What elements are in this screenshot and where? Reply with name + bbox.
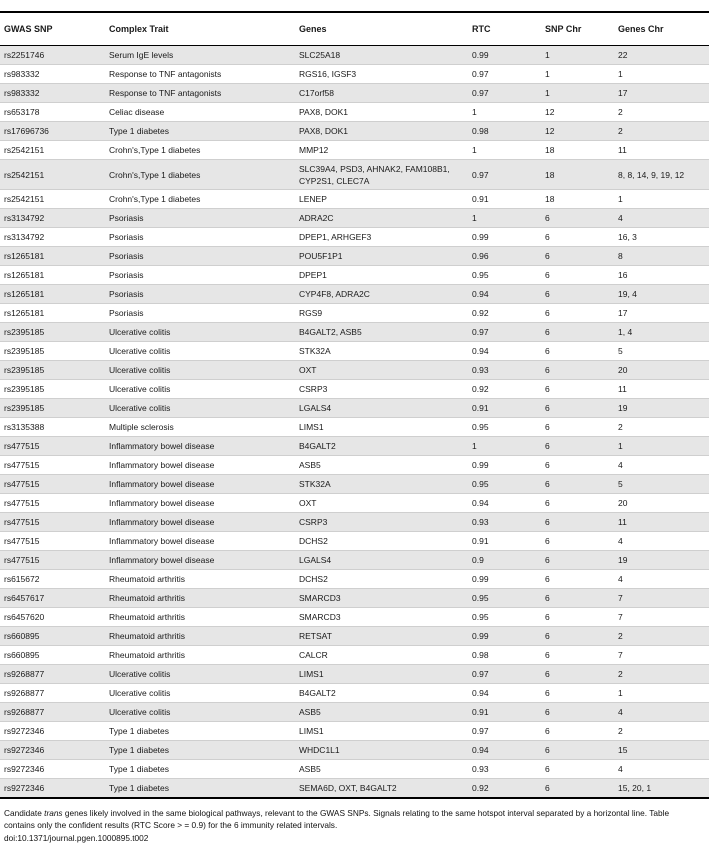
table-cell: rs3134792 [0,228,105,247]
table-cell: 16, 3 [614,228,709,247]
caption-text-end: genes likely involved in the same biological pathways, relevant to the GWAS SNPs. Signals relating to the same hotspot interval separated by a horizontal line. Table contains only the confident results (RTC Score > = 0.9) for the 6 immunity related intervals. [4,808,670,830]
table-row [0,399,709,418]
table-cell: CSRP3 [295,380,468,399]
table-cell: 0.94 [468,741,541,760]
table-row [0,285,709,304]
table-cell: 4 [614,532,709,551]
table-cell: 1 [468,437,541,456]
table-cell: 1, 4 [614,323,709,342]
table-cell: Rheumatoid arthritis [105,627,295,646]
table-cell: 1 [468,141,541,160]
table-cell: MMP12 [295,141,468,160]
table-cell: rs9272346 [0,779,105,799]
table-cell: SLC25A18 [295,46,468,65]
table-cell: 6 [541,684,614,703]
table-cell: rs2542151 [0,190,105,209]
caption-italic-trans: trans [44,808,63,818]
table-cell: 0.99 [468,228,541,247]
table-cell: B4GALT2, ASB5 [295,323,468,342]
table-cell: ADRA2C [295,209,468,228]
table-cell: 6 [541,418,614,437]
table-cell: 1 [541,65,614,84]
table-cell: rs660895 [0,627,105,646]
table-cell: rs3134792 [0,209,105,228]
table-cell: 8, 8, 14, 9, 19, 12 [614,160,709,190]
table-cell: 20 [614,361,709,380]
table-row [0,418,709,437]
table-cell: rs2395185 [0,342,105,361]
table-cell: 0.95 [468,608,541,627]
table-cell: STK32A [295,475,468,494]
table-row [0,551,709,570]
table-cell: rs9272346 [0,741,105,760]
table-cell: 11 [614,380,709,399]
table-cell: 0.95 [468,589,541,608]
table-row [0,532,709,551]
table-cell: POU5F1P1 [295,247,468,266]
table-cell: Ulcerative colitis [105,342,295,361]
table-cell: rs477515 [0,456,105,475]
table-cell: rs2542151 [0,141,105,160]
column-header: GWAS SNP [0,13,105,46]
table-cell: Crohn's,Type 1 diabetes [105,160,295,190]
top-rule [0,0,709,13]
table-cell: Response to TNF antagonists [105,84,295,103]
table-cell: 0.94 [468,342,541,361]
table-cell: 1 [541,46,614,65]
table-cell: 6 [541,437,614,456]
table-cell: Ulcerative colitis [105,703,295,722]
table-cell: rs2251746 [0,46,105,65]
table-cell: 2 [614,665,709,684]
table-cell: rs477515 [0,532,105,551]
table-cell: 11 [614,141,709,160]
table-cell: Ulcerative colitis [105,684,295,703]
table-cell: DCHS2 [295,532,468,551]
table-cell: 0.95 [468,475,541,494]
table-cell: 12 [541,122,614,141]
table-cell: Rheumatoid arthritis [105,589,295,608]
table-cell: 0.93 [468,361,541,380]
table-cell: rs615672 [0,570,105,589]
table-cell: 6 [541,532,614,551]
table-cell: 1 [468,103,541,122]
table-cell: 0.99 [468,46,541,65]
table-row [0,266,709,285]
table-cell: ASB5 [295,760,468,779]
table-cell: 6 [541,494,614,513]
table-row [0,228,709,247]
table-cell: 6 [541,247,614,266]
table-cell: 16 [614,266,709,285]
table-cell: rs477515 [0,551,105,570]
table-cell: Ulcerative colitis [105,361,295,380]
table-cell: 6 [541,703,614,722]
table-row [0,665,709,684]
table-cell: OXT [295,494,468,513]
table-cell: Crohn's,Type 1 diabetes [105,190,295,209]
table-cell: CSRP3 [295,513,468,532]
column-header: Genes [295,13,468,46]
table-cell: 7 [614,608,709,627]
table-cell: 6 [541,760,614,779]
table-row [0,494,709,513]
column-header: Complex Trait [105,13,295,46]
table-row [0,380,709,399]
table-row [0,760,709,779]
table-cell: 6 [541,722,614,741]
table-cell: 0.95 [468,266,541,285]
table-cell: LIMS1 [295,722,468,741]
table-cell: DPEP1, ARHGEF3 [295,228,468,247]
table-cell: 0.99 [468,627,541,646]
table-cell: rs2395185 [0,380,105,399]
table-cell: 6 [541,209,614,228]
table-cell: RGS16, IGSF3 [295,65,468,84]
table-cell: 18 [541,141,614,160]
table-cell: rs2542151 [0,160,105,190]
table-cell: 1 [614,684,709,703]
table-cell: ASB5 [295,703,468,722]
table-cell: rs1265181 [0,266,105,285]
table-cell: 6 [541,228,614,247]
table-cell: Inflammatory bowel disease [105,456,295,475]
table-cell: Psoriasis [105,209,295,228]
table-cell: Crohn's,Type 1 diabetes [105,141,295,160]
table-cell: Rheumatoid arthritis [105,646,295,665]
table-cell: 6 [541,342,614,361]
table-cell: ASB5 [295,456,468,475]
table-cell: WHDC1L1 [295,741,468,760]
table-row [0,361,709,380]
table-cell: SLC39A4, PSD3, AHNAK2, FAM108B1, CYP2S1, CLEC7A [295,160,468,190]
table-cell: Psoriasis [105,247,295,266]
table-row [0,65,709,84]
table-cell: Response to TNF antagonists [105,65,295,84]
table-cell: 0.95 [468,418,541,437]
table-cell: 0.91 [468,190,541,209]
table-cell: rs477515 [0,494,105,513]
table-cell: Type 1 diabetes [105,779,295,799]
table-cell: 0.94 [468,285,541,304]
candidate-genes-table [0,13,709,799]
table-cell: LGALS4 [295,399,468,418]
table-cell: 4 [614,760,709,779]
table-row [0,684,709,703]
table-cell: rs9268877 [0,684,105,703]
table-row [0,160,709,190]
table-cell: 0.98 [468,122,541,141]
table-cell: RGS9 [295,304,468,323]
table-cell: 0.92 [468,380,541,399]
table-cell: 17 [614,84,709,103]
table-cell: 0.92 [468,304,541,323]
table-cell: Rheumatoid arthritis [105,608,295,627]
table-cell: Type 1 diabetes [105,741,295,760]
table-cell: rs6457620 [0,608,105,627]
table-cell: SMARCD3 [295,589,468,608]
table-cell: 6 [541,304,614,323]
table-row [0,122,709,141]
table-cell: B4GALT2 [295,437,468,456]
table-caption [0,799,698,831]
table-cell: 6 [541,608,614,627]
table-row [0,209,709,228]
table-cell: 1 [468,209,541,228]
table-cell: rs9268877 [0,703,105,722]
table-doi: doi:10.1371/journal.pgen.1000895.t002 [4,833,149,843]
table-cell: rs653178 [0,103,105,122]
table-row [0,190,709,209]
table-cell: Psoriasis [105,228,295,247]
table-cell: STK32A [295,342,468,361]
table-cell: 6 [541,361,614,380]
table-row [0,608,709,627]
table-cell: 2 [614,122,709,141]
table-row [0,627,709,646]
table-row [0,513,709,532]
table-cell: rs477515 [0,437,105,456]
table-row [0,342,709,361]
table-row [0,437,709,456]
table-cell: 1 [614,190,709,209]
caption-text-start: Candidate [4,808,45,818]
table-cell: rs2395185 [0,323,105,342]
table-cell: rs660895 [0,646,105,665]
table-cell: 0.9 [468,551,541,570]
table-cell: rs1265181 [0,247,105,266]
table-row [0,722,709,741]
table-cell: OXT [295,361,468,380]
table-cell: 0.91 [468,703,541,722]
table-cell: rs983332 [0,65,105,84]
table-cell: 1 [541,84,614,103]
table-cell: 6 [541,741,614,760]
table-cell: 20 [614,494,709,513]
table-cell: Inflammatory bowel disease [105,532,295,551]
table-cell: Psoriasis [105,304,295,323]
table-row [0,589,709,608]
table-cell: Inflammatory bowel disease [105,437,295,456]
table-row [0,141,709,160]
table-cell: 0.94 [468,684,541,703]
table-cell: 19 [614,551,709,570]
table-body [0,46,709,799]
table-row [0,323,709,342]
table-row [0,247,709,266]
table-cell: 8 [614,247,709,266]
table-cell: 0.99 [468,570,541,589]
table-cell: Type 1 diabetes [105,760,295,779]
table-cell: 6 [541,513,614,532]
table-row [0,703,709,722]
table-cell: rs477515 [0,513,105,532]
table-cell: 2 [614,103,709,122]
table-cell: 0.97 [468,84,541,103]
table-cell: PAX8, DOK1 [295,103,468,122]
table-cell: 6 [541,323,614,342]
table-cell: 12 [541,103,614,122]
table-cell: rs983332 [0,84,105,103]
table-cell: Inflammatory bowel disease [105,475,295,494]
table-cell: 0.97 [468,722,541,741]
table-cell: PAX8, DOK1 [295,122,468,141]
table-cell: Ulcerative colitis [105,665,295,684]
table-cell: 2 [614,722,709,741]
table-cell: 2 [614,627,709,646]
table-cell: RETSAT [295,627,468,646]
table-row [0,570,709,589]
table-cell: 7 [614,646,709,665]
table-cell: 0.94 [468,494,541,513]
column-header: Genes Chr [614,13,709,46]
table-cell: 5 [614,342,709,361]
table-cell: Rheumatoid arthritis [105,570,295,589]
table-cell: 6 [541,665,614,684]
table-cell: 6 [541,570,614,589]
table-cell: 6 [541,266,614,285]
table-cell: 0.96 [468,247,541,266]
table-cell: 6 [541,399,614,418]
table-row [0,456,709,475]
table-cell: rs1265181 [0,304,105,323]
table-cell: Serum IgE levels [105,46,295,65]
table-cell: rs3135388 [0,418,105,437]
table-cell: 0.97 [468,323,541,342]
table-cell: 0.93 [468,760,541,779]
table-cell: 6 [541,779,614,799]
table-cell: CYP4F8, ADRA2C [295,285,468,304]
table-cell: 4 [614,570,709,589]
table-cell: 4 [614,456,709,475]
table-header [0,13,709,46]
table-cell: 6 [541,475,614,494]
table-cell: SMARCD3 [295,608,468,627]
table-cell: Psoriasis [105,285,295,304]
table-cell: 2 [614,418,709,437]
table-row [0,475,709,494]
table-cell: Psoriasis [105,266,295,285]
table-cell: 6 [541,285,614,304]
table-cell: 6 [541,646,614,665]
table-cell: Inflammatory bowel disease [105,513,295,532]
table-cell: Inflammatory bowel disease [105,551,295,570]
table-cell: C17orf58 [295,84,468,103]
table-cell: Ulcerative colitis [105,380,295,399]
table-row [0,46,709,65]
table-cell: 0.91 [468,532,541,551]
table-cell: LIMS1 [295,418,468,437]
table-cell: 11 [614,513,709,532]
table-cell: DCHS2 [295,570,468,589]
table-cell: rs9268877 [0,665,105,684]
table-cell: LENEP [295,190,468,209]
table-cell: Type 1 diabetes [105,722,295,741]
table-cell: LGALS4 [295,551,468,570]
table-row [0,84,709,103]
column-header: SNP Chr [541,13,614,46]
table-cell: 6 [541,627,614,646]
table-cell: 0.99 [468,456,541,475]
table-row [0,646,709,665]
table-cell: 22 [614,46,709,65]
table-cell: 4 [614,209,709,228]
table-cell: DPEP1 [295,266,468,285]
table-row [0,779,709,799]
table-cell: Type 1 diabetes [105,122,295,141]
table-cell: B4GALT2 [295,684,468,703]
table-cell: Celiac disease [105,103,295,122]
table-cell: 7 [614,589,709,608]
table-cell: 19 [614,399,709,418]
table-cell: rs6457617 [0,589,105,608]
table-cell: LIMS1 [295,665,468,684]
table-cell: 0.97 [468,665,541,684]
table-cell: 18 [541,190,614,209]
table-cell: 0.97 [468,160,541,190]
table-cell: Ulcerative colitis [105,399,295,418]
table-cell: rs17696736 [0,122,105,141]
table-cell: 0.92 [468,779,541,799]
table-cell: 6 [541,589,614,608]
table-cell: 4 [614,703,709,722]
table-cell: rs9272346 [0,760,105,779]
table-row [0,103,709,122]
table-cell: Inflammatory bowel disease [105,494,295,513]
table-cell: rs2395185 [0,361,105,380]
table-row [0,304,709,323]
table-cell: 0.93 [468,513,541,532]
table-cell: 0.98 [468,646,541,665]
table-cell: 6 [541,380,614,399]
table-cell: 1 [614,437,709,456]
table-cell: 6 [541,456,614,475]
table-cell: Ulcerative colitis [105,323,295,342]
table-cell: 0.97 [468,65,541,84]
table-cell: rs2395185 [0,399,105,418]
table-cell: 6 [541,551,614,570]
table-cell: SEMA6D, OXT, B4GALT2 [295,779,468,799]
table-cell: 19, 4 [614,285,709,304]
table-cell: 15, 20, 1 [614,779,709,799]
table-cell: 1 [614,65,709,84]
table-cell: rs1265181 [0,285,105,304]
table-cell: CALCR [295,646,468,665]
table-cell: 0.91 [468,399,541,418]
table-cell: 15 [614,741,709,760]
table-row [0,741,709,760]
table-cell: 5 [614,475,709,494]
table-cell: Multiple sclerosis [105,418,295,437]
table-cell: rs477515 [0,475,105,494]
column-header: RTC [468,13,541,46]
table-cell: 17 [614,304,709,323]
table-cell: rs9272346 [0,722,105,741]
table-cell: 18 [541,160,614,190]
